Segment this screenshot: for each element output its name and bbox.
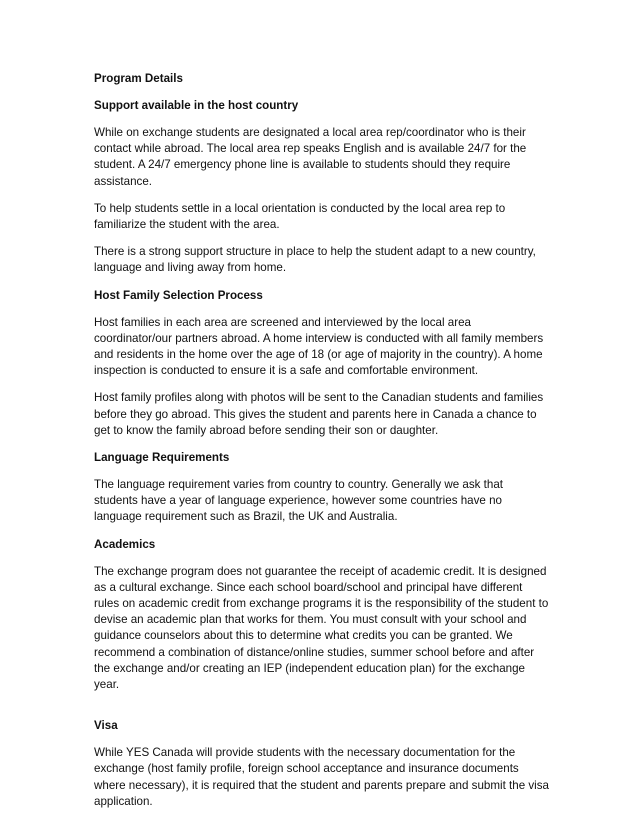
text-line: The language requirement varies from country to country. Generally we ask that bbox=[94, 478, 503, 492]
text-line: and residents in the home over the age of 18 (or age of majority in the country). A home bbox=[94, 348, 543, 362]
text-line: year. bbox=[94, 678, 120, 692]
paragraph-support-2 bbox=[94, 201, 564, 233]
section-heading-host-family: Host Family Selection Process bbox=[94, 288, 263, 302]
text-line: exchange (host family profile, foreign school acceptance and insurance documents bbox=[94, 762, 519, 776]
text-line: language and living away from home. bbox=[94, 261, 287, 275]
text-line: the exchange and/or creating an IEP (independent education plan) for the exchange bbox=[94, 661, 526, 675]
text-line: assistance. bbox=[94, 174, 152, 188]
section-heading-support: Support available in the host country bbox=[94, 99, 299, 112]
section-heading-language: Language Requirements bbox=[94, 451, 230, 465]
text-line: contact while abroad. The local area rep speaks English and is available 24/7 for the bbox=[94, 142, 527, 156]
paragraph-host-family-2 bbox=[94, 390, 564, 439]
text-line: While on exchange students are designated a local area rep/coordinator who is their bbox=[94, 126, 526, 139]
text-line: The exchange program does not guarantee the receipt of academic credit. It is designed bbox=[94, 564, 547, 578]
paragraph-support-3 bbox=[94, 244, 564, 276]
text-line: language requirement such as Brazil, the UK and Australia. bbox=[94, 510, 398, 524]
text-line: as a cultural exchange. Since each school board/school and principal have different bbox=[94, 580, 523, 594]
paragraph-host-family-1 bbox=[94, 315, 564, 380]
text-line: application. bbox=[94, 794, 153, 808]
text-line: familiarize the student with the area. bbox=[94, 218, 280, 232]
page-title: Program Details bbox=[94, 72, 183, 85]
text-line: guidance counselors about this to determine what credits you can be granted. We bbox=[94, 629, 513, 643]
paragraph-visa-1 bbox=[94, 745, 564, 810]
text-line: student. A 24/7 emergency phone line is available to students should they require bbox=[94, 158, 511, 172]
text-line: where necessary), it is required that the student and parents prepare and submit the visa bbox=[94, 778, 549, 792]
text-line: To help students settle in a local orientation is conducted by the local area rep to bbox=[94, 201, 506, 215]
text-line: While YES Canada will provide students with the necessary documentation for the bbox=[94, 746, 516, 760]
text-line: Host family profiles along with photos will be sent to the Canadian students and families bbox=[94, 391, 544, 405]
paragraph-language-1 bbox=[94, 477, 564, 526]
text-line: There is a strong support structure in place to help the student adapt to a new country, bbox=[94, 245, 536, 259]
text-line: inspection is conducted to ensure it is a safe and comfortable environment. bbox=[94, 364, 479, 378]
text-line: rules on academic credit from exchange programs it is the responsibility of the student to bbox=[94, 597, 549, 611]
section-heading-academics: Academics bbox=[94, 537, 156, 551]
section-heading-visa: Visa bbox=[94, 719, 118, 733]
text-line: devise an academic plan that works for them. You must consult with your school and bbox=[94, 613, 527, 627]
text-line: recommend a combination of distance/online studies, summer school before and after bbox=[94, 645, 535, 659]
text-line: get to know the family abroad before sending their son or daughter. bbox=[94, 423, 439, 437]
text-line: coordinator/our partners abroad. A home interview is conducted with all family members bbox=[94, 331, 544, 345]
paragraph-academics-1 bbox=[94, 564, 564, 694]
text-line: before they go abroad. This gives the student and parents here in Canada a chance to bbox=[94, 407, 537, 421]
text-line: Host families in each area are screened and interviewed by the local area bbox=[94, 315, 472, 329]
document-page bbox=[94, 71, 564, 821]
paragraph-support-1 bbox=[94, 125, 564, 190]
blank-line bbox=[94, 704, 564, 718]
text-line: students have a year of language experience, however some countries have no bbox=[94, 494, 502, 508]
